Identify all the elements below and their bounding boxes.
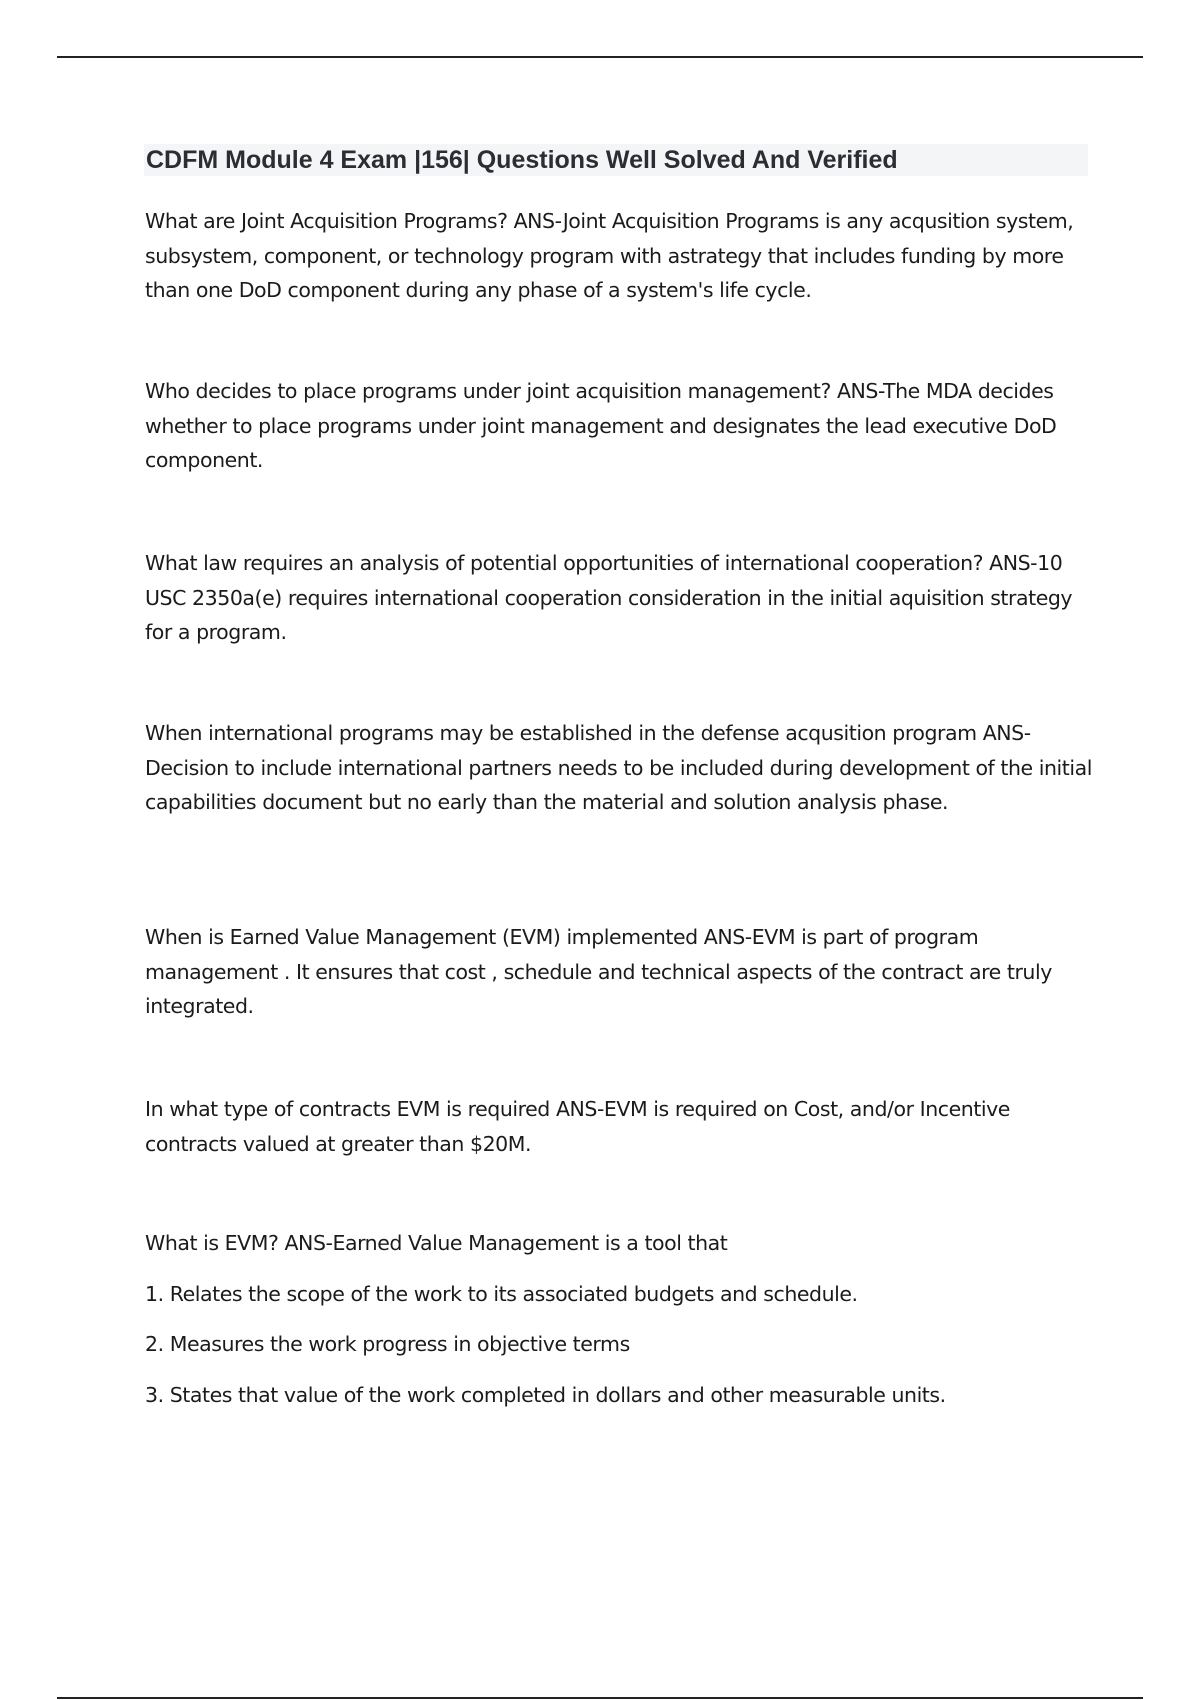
list-item: 1. Relates the scope of the work to its associated budgets and schedule. — [145, 1282, 858, 1306]
qa-item-joint-acquisition-programs — [145, 204, 1095, 308]
qa-text: When is Earned Value Management (EVM) implemented ANS-EVM is part of program management . It ensures that cost , schedule and technical aspects of the contract are truly integrated. — [145, 925, 1052, 1018]
qa-item-evm-implementation — [145, 920, 1095, 1024]
qa-item-international-cooperation-law — [145, 546, 1095, 650]
qa-text: What law requires an analysis of potential opportunities of international cooperation? ANS-10 USC 2350a(e) requires international cooperation consideration in the initial aquisition strategy for a program. — [145, 551, 1073, 644]
qa-text: Who decides to place programs under joint acquisition management? ANS-The MDA decides whether to place programs under joint management and designates the lead executive DoD component. — [145, 379, 1057, 472]
list-item: 3. States that value of the work completed in dollars and other measurable units. — [145, 1383, 946, 1407]
qa-text: When international programs may be established in the defense acqusition program ANS-Decision to include international partners needs to be included during development of the initial capabilities document but no early than the material and solution analysis phase. — [145, 721, 1092, 814]
qa-item-what-is-evm — [145, 1226, 1095, 1261]
qa-item-international-programs — [145, 716, 1095, 820]
qa-text: What are Joint Acquisition Programs? ANS-Joint Acquisition Programs is any acqusition system, subsystem, component, or technology program with astrategy that includes funding by more than one DoD component during any phase of a system's life cycle. — [145, 209, 1074, 302]
list-item: 2. Measures the work progress in objective terms — [145, 1332, 630, 1356]
qa-item-evm-contracts — [145, 1092, 1095, 1161]
footer-rule — [57, 1697, 1143, 1699]
header-rule — [57, 56, 1143, 58]
document-title: CDFM Module 4 Exam |156| Questions Well Solved And Verified — [146, 146, 898, 174]
qa-text: In what type of contracts EVM is required ANS-EVM is required on Cost, and/or Incentive contracts valued at greater than $20M. — [145, 1097, 1010, 1156]
qa-text: What is EVM? ANS-Earned Value Management is a tool that — [145, 1231, 728, 1255]
qa-item-joint-acquisition-management — [145, 374, 1095, 478]
